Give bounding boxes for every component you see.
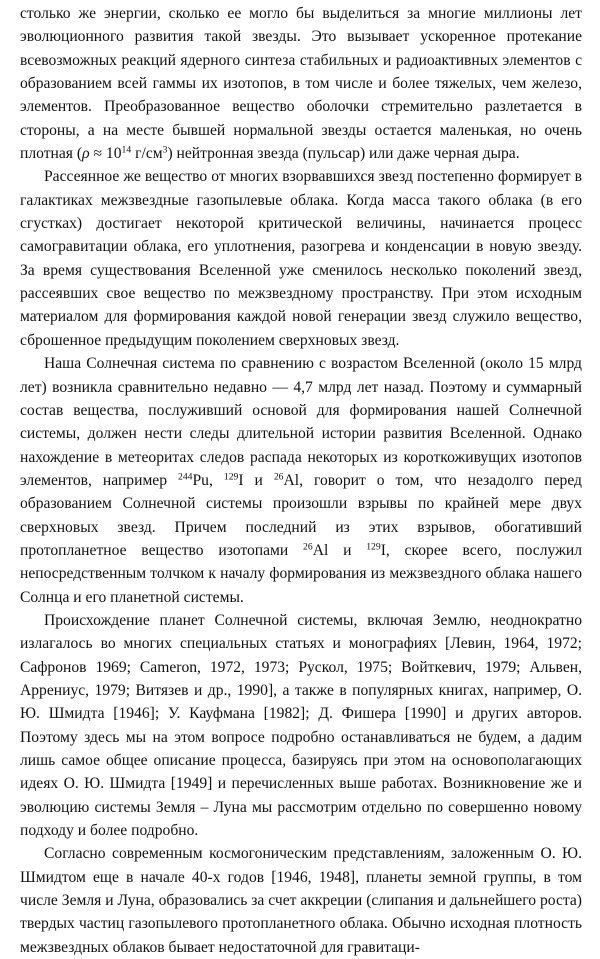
- paragraph-1-text: столько же энергии, сколько ее могло бы выделиться за многие миллионы лет эволюционного развития такой звезды. Это вызывает ускоренное протекание всевозможных реакций ядерного синтеза стабильных и радиоактивных элементов с образованием всей гаммы их изотопов, в том числе и более тяжелых, чем железо, элементов. Преобразованное вещество оболочки стремительно разлетается в стороны, а на месте бывшей нормальной звезды остается маленькая, но очень плотная (: [20, 5, 582, 163]
- isotope-mass-26: 26: [273, 471, 284, 483]
- page-body: [20, 2, 582, 959]
- paragraph-1: [20, 2, 582, 165]
- paragraph-3: [20, 352, 582, 609]
- paragraph-1-tail: ) нейтронная звезда (пульсар) или даже черная дыра.: [167, 145, 520, 163]
- paragraph-5: Согласно современным космогоническим представлениям, заложенным О. Ю. Шмидтом еще в начале 40-х годов [1946, 1948], планеты земной группы, в том числе Земля и Луна, образовались за счет аккреции (слипания и дальнейшего роста) твердых частиц газопылевого протопланетного облака. Обычно исходная плотность межзвездных облаков бывает недостаточной для гравитаци-: [20, 845, 582, 956]
- paragraph-3-tail: I, скорее всего, послужил непосредственным толчком к началу формирования из межзвездного облака нашего Солнца и его планетной системы.: [20, 541, 582, 606]
- paragraph-2: Рассеянное же вещество от многих взорвавшихся звезд постепенно формирует в галактиках межзвездные газопылевые облака. Когда масса такого облака (в его сгустках) достигает некоторой критической величины, начинается процесс самогравитации облака, его уплотнения, разогрева и конденсации в новую звезду. За время существования Вселенной уже сменилось несколько поколений звезд, рассеявших свое вещество по межзвездному пространству. При этом исходным материалом для формирования каждой новой генерации звезд служило вещество, сброшенное предыдущим поколением сверхновых звезд.: [20, 168, 582, 349]
- isotope-mass-129-second: 129: [366, 541, 381, 553]
- density-unit: г/см: [131, 145, 163, 163]
- exponent-14: 14: [121, 144, 132, 156]
- isotope-pu: Pu,: [192, 471, 224, 489]
- isotope-mass-129: 129: [223, 471, 239, 483]
- isotope-mass-26-second: 26: [303, 541, 313, 553]
- density-symbol: ρ: [82, 145, 90, 163]
- approx-ten: ≈ 10: [89, 145, 122, 163]
- exponent-3: 3: [162, 144, 168, 156]
- paragraph-3-text: Наша Солнечная система по сравнению с возрастом Вселенной (около 15 млрд лет) возникла сравнительно недавно — 4,7 млрд лет назад. Поэтому и суммарный состав вещества, послуживший основой для формирования нашей Солнечной системы, должен нести следы длительной истории развития Вселенной. Однако нахождение в метеоритах следов распада некоторых из короткоживущих изотопов элементов, например: [20, 355, 582, 489]
- paragraph-4: Происхождение планет Солнечной системы, включая Землю, неоднократно излагалось во многих специальных статьях и монографиях [Левин, 1964, 1972; Сафронов 1969; Cameron, 1972, 1973; Рускол, 1975; Войткевич, 1979; Альвен, Аррениус, 1979; Витязев и др., 1990], а также в популярных книгах, например, О. Ю. Шмидта [1946]; У. Кауфмана [1982]; Д. Фишера [1990] и других авторов. Поэтому здесь мы на этом вопросе подробно останавливаться не будем, а дадим лишь самое общее описание процесса, базируясь при этом на основополагающих идеях О. Ю. Шмидта [1949] и перечисленных выше работах. Возникновение же и эволюцию системы Земля – Луна мы рассмотрим отдельно по совершенно новому подходу и более подробно.: [20, 611, 582, 840]
- isotope-i: I и: [238, 471, 274, 489]
- isotope-al-second: Al и: [312, 541, 367, 559]
- isotope-mass-244: 244: [178, 471, 193, 483]
- isotope-al-text: Al, говорит о том, что незадолго перед образованием Солнечной системы произошли взрывы по крайней мере двух сверхновых звезд. Причем последний из этих взрывов, обогативший протопланетное вещество изотопами: [20, 471, 582, 559]
